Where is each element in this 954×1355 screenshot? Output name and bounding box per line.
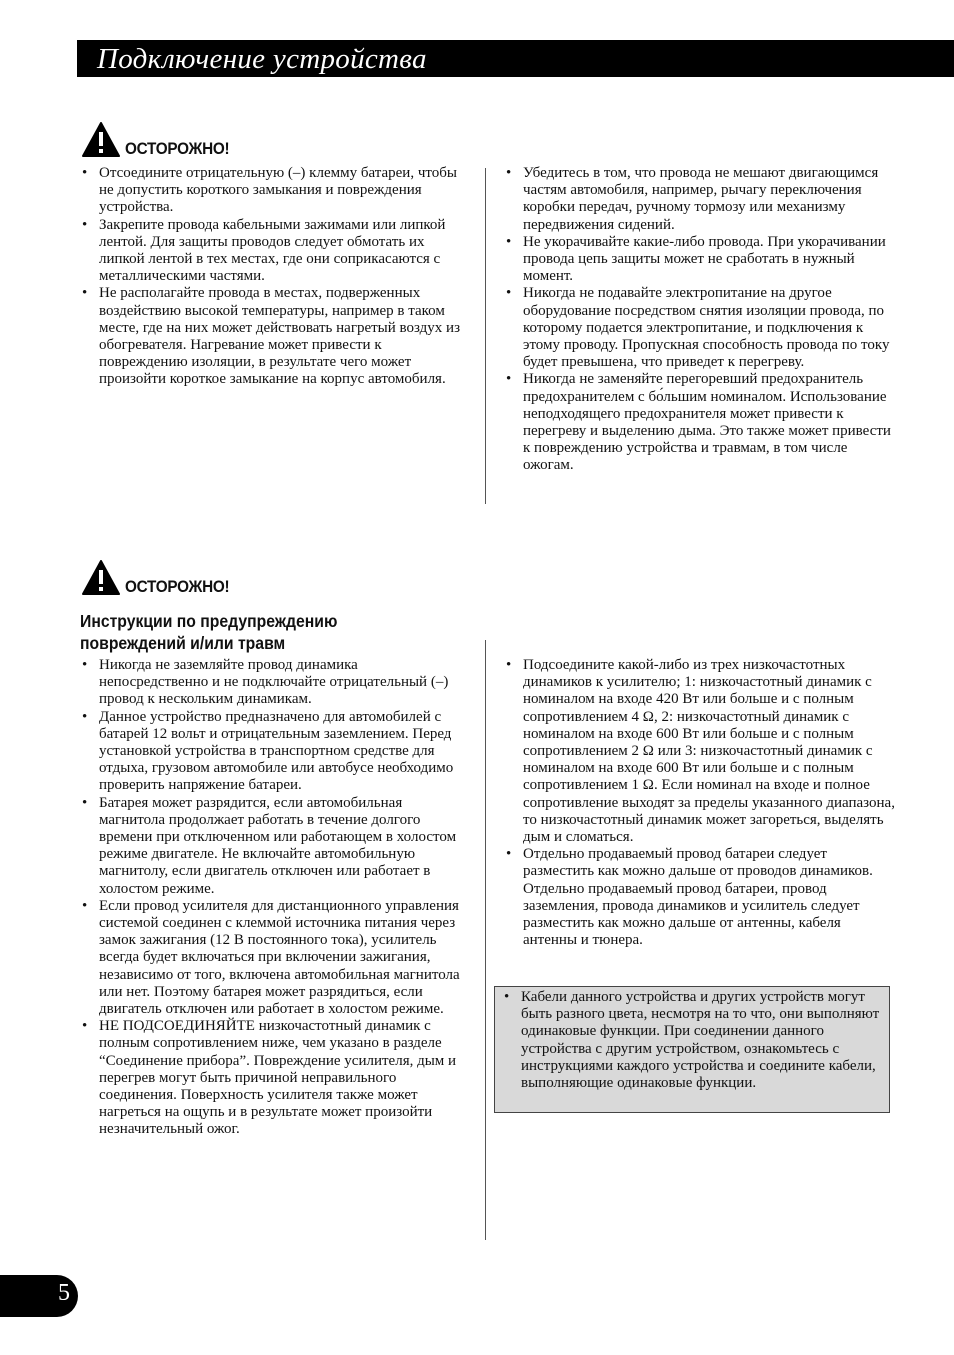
list-item: • Отдельно продаваемый провод батареи следует разместить как можно дальше от проводов динамиков. Отдельно продаваемый провод батареи, провод заземления, провода динамиков и усилитель следует разместить как можно дальше от антенны, кабеля антенны и тюнера. bbox=[504, 846, 896, 949]
warning-triangle-icon bbox=[82, 560, 120, 596]
section-subheading bbox=[80, 610, 422, 654]
list-item: • Отсоедините отрицательную (–) клемму батареи, чтобы не допустить короткого замыкания и повреждения устройства. bbox=[80, 165, 470, 217]
caution1-right-list bbox=[504, 165, 896, 475]
list-item: • Закрепите провода кабельными зажимами или липкой лентой. Для защиты проводов следует обмотать их липкой лентой в тех местах, где они соприкасаются с металлическими частями. bbox=[80, 217, 470, 286]
column-divider bbox=[485, 640, 486, 1240]
caution2-right-list bbox=[504, 657, 896, 949]
column-divider bbox=[485, 168, 486, 504]
page-title: Подключение устройства bbox=[97, 43, 427, 75]
list-item: • НЕ ПОДСОЕДИНЯЙТЕ низкочастотный динамик с полным сопротивлением ниже, чем указано в разделе “Соединение прибора”. Повреждение усилителя, дым и перегрев могут быть причиной неправильного соединения. Поверхность усилителя также может нагреться на ощупь и в результате может произойти незначительный ожог. bbox=[80, 1018, 470, 1138]
caution-label: ОСТОРОЖНО! bbox=[125, 577, 230, 596]
list-item: • Если провод усилителя для дистанционного управления системой соединен с клеммой источника питания через замок зажигания (12 В постоянного тока), усилитель всегда будет включаться при включении зажигания, независимо от того, включена автомобильная магнитола или нет. Поэтому батарея может разрядиться, если двигатель отключен или работает в холостом режиме. bbox=[80, 898, 470, 1018]
caution2-left-list bbox=[80, 657, 470, 1139]
list-item: • Не укорачивайте какие-либо провода. При укорачивании провода цепь защиты может не сработать в нужный момент. bbox=[504, 234, 896, 286]
section-header-bar bbox=[77, 40, 954, 77]
subheading-line: Инструкции по предупреждению bbox=[80, 611, 338, 631]
caution-label: ОСТОРОЖНО! bbox=[125, 139, 230, 158]
list-item: • Не располагайте провода в местах, подверженных воздействию высокой температуры, например в таком месте, где на них может действовать нагретый воздух из обогревателя. Нагревание может привести к повреждению изоляции, в результате чего может произойти короткое замыкание на корпус автомобиля. bbox=[80, 285, 470, 388]
page-number-tab bbox=[0, 1275, 78, 1317]
list-item: • Подсоедините какой-либо из трех низкочастотных динамиков к усилителю; 1: низкочастотный динамик с номиналом на входе 420 Вт или больше и с полным сопротивлением 4 Ω, 2: низкочастотный динамик с номиналом на входе 600 Вт или больше и с полным сопротивлением 2 Ω или 3: низкочастотный динамик с номиналом на входе 600 Вт или больше и с полным сопротивлением 1 Ω. Если номинал на входе и полное сопротивление выходят за пределы указанного диапазона, то низкочастотный динамик может загореться, выделять дым и сломаться. bbox=[504, 657, 896, 846]
caution1-left-list bbox=[80, 165, 470, 389]
list-item: • Никогда не подавайте электропитание на другое оборудование посредством снятия изоляции провода, по которому подается электропитание, и подключения к этому проводу. Пропускная способность провода по току будет превышена, что приведет к перегреву. bbox=[504, 285, 896, 371]
list-item: • Данное устройство предназначено для автомобилей с батарей 12 вольт и отрицательным заземлением. Перед установкой устройства в транспортном средстве для отдыха, грузовом автомобиле или автобусе необходимо проверить напряжение батареи. bbox=[80, 709, 470, 795]
list-item: • Никогда не заземляйте провод динамика непосредственно и не подключайте отрицательный (–) провод к нескольким динамикам. bbox=[80, 657, 470, 709]
list-item: • Никогда не заменяйте перегоревший предохранитель предохранителем с бо́льшим номиналом. Использование неподходящего предохранителя может привести к перегреву и выделению дыма. Это также может привести к повреждению устройства и травмам, в том числе ожогам. bbox=[504, 371, 896, 474]
note-box bbox=[494, 986, 890, 1113]
subheading-line: повреждений и/или травм bbox=[80, 633, 286, 653]
list-item: • Батарея может разрядится, если автомобильная магнитола продолжает работать в течение долгого времени при отключенном или работающем в холостом режиме двигателе. Не включайте автомобильную магнитолу, если двигатель отключен или работает в холостом режиме. bbox=[80, 795, 470, 898]
page-number: 5 bbox=[58, 1280, 70, 1306]
warning-triangle-icon bbox=[82, 122, 120, 158]
list-item: • Убедитесь в том, что провода не мешают двигающимся частям автомобиля, например, рычагу переключения коробки передач, ручному тормозу или механизму передвижения сидений. bbox=[504, 165, 896, 234]
note-list bbox=[502, 989, 887, 1092]
note-item: • Кабели данного устройства и других устройств могут быть разного цвета, несмотря на то что, они выполняют одинаковые функции. При соединении данного устройства с другим устройством, ознакомьтесь с инструкциями каждого устройства и соедините кабели, выполняющие одинаковые функции. bbox=[502, 989, 887, 1092]
